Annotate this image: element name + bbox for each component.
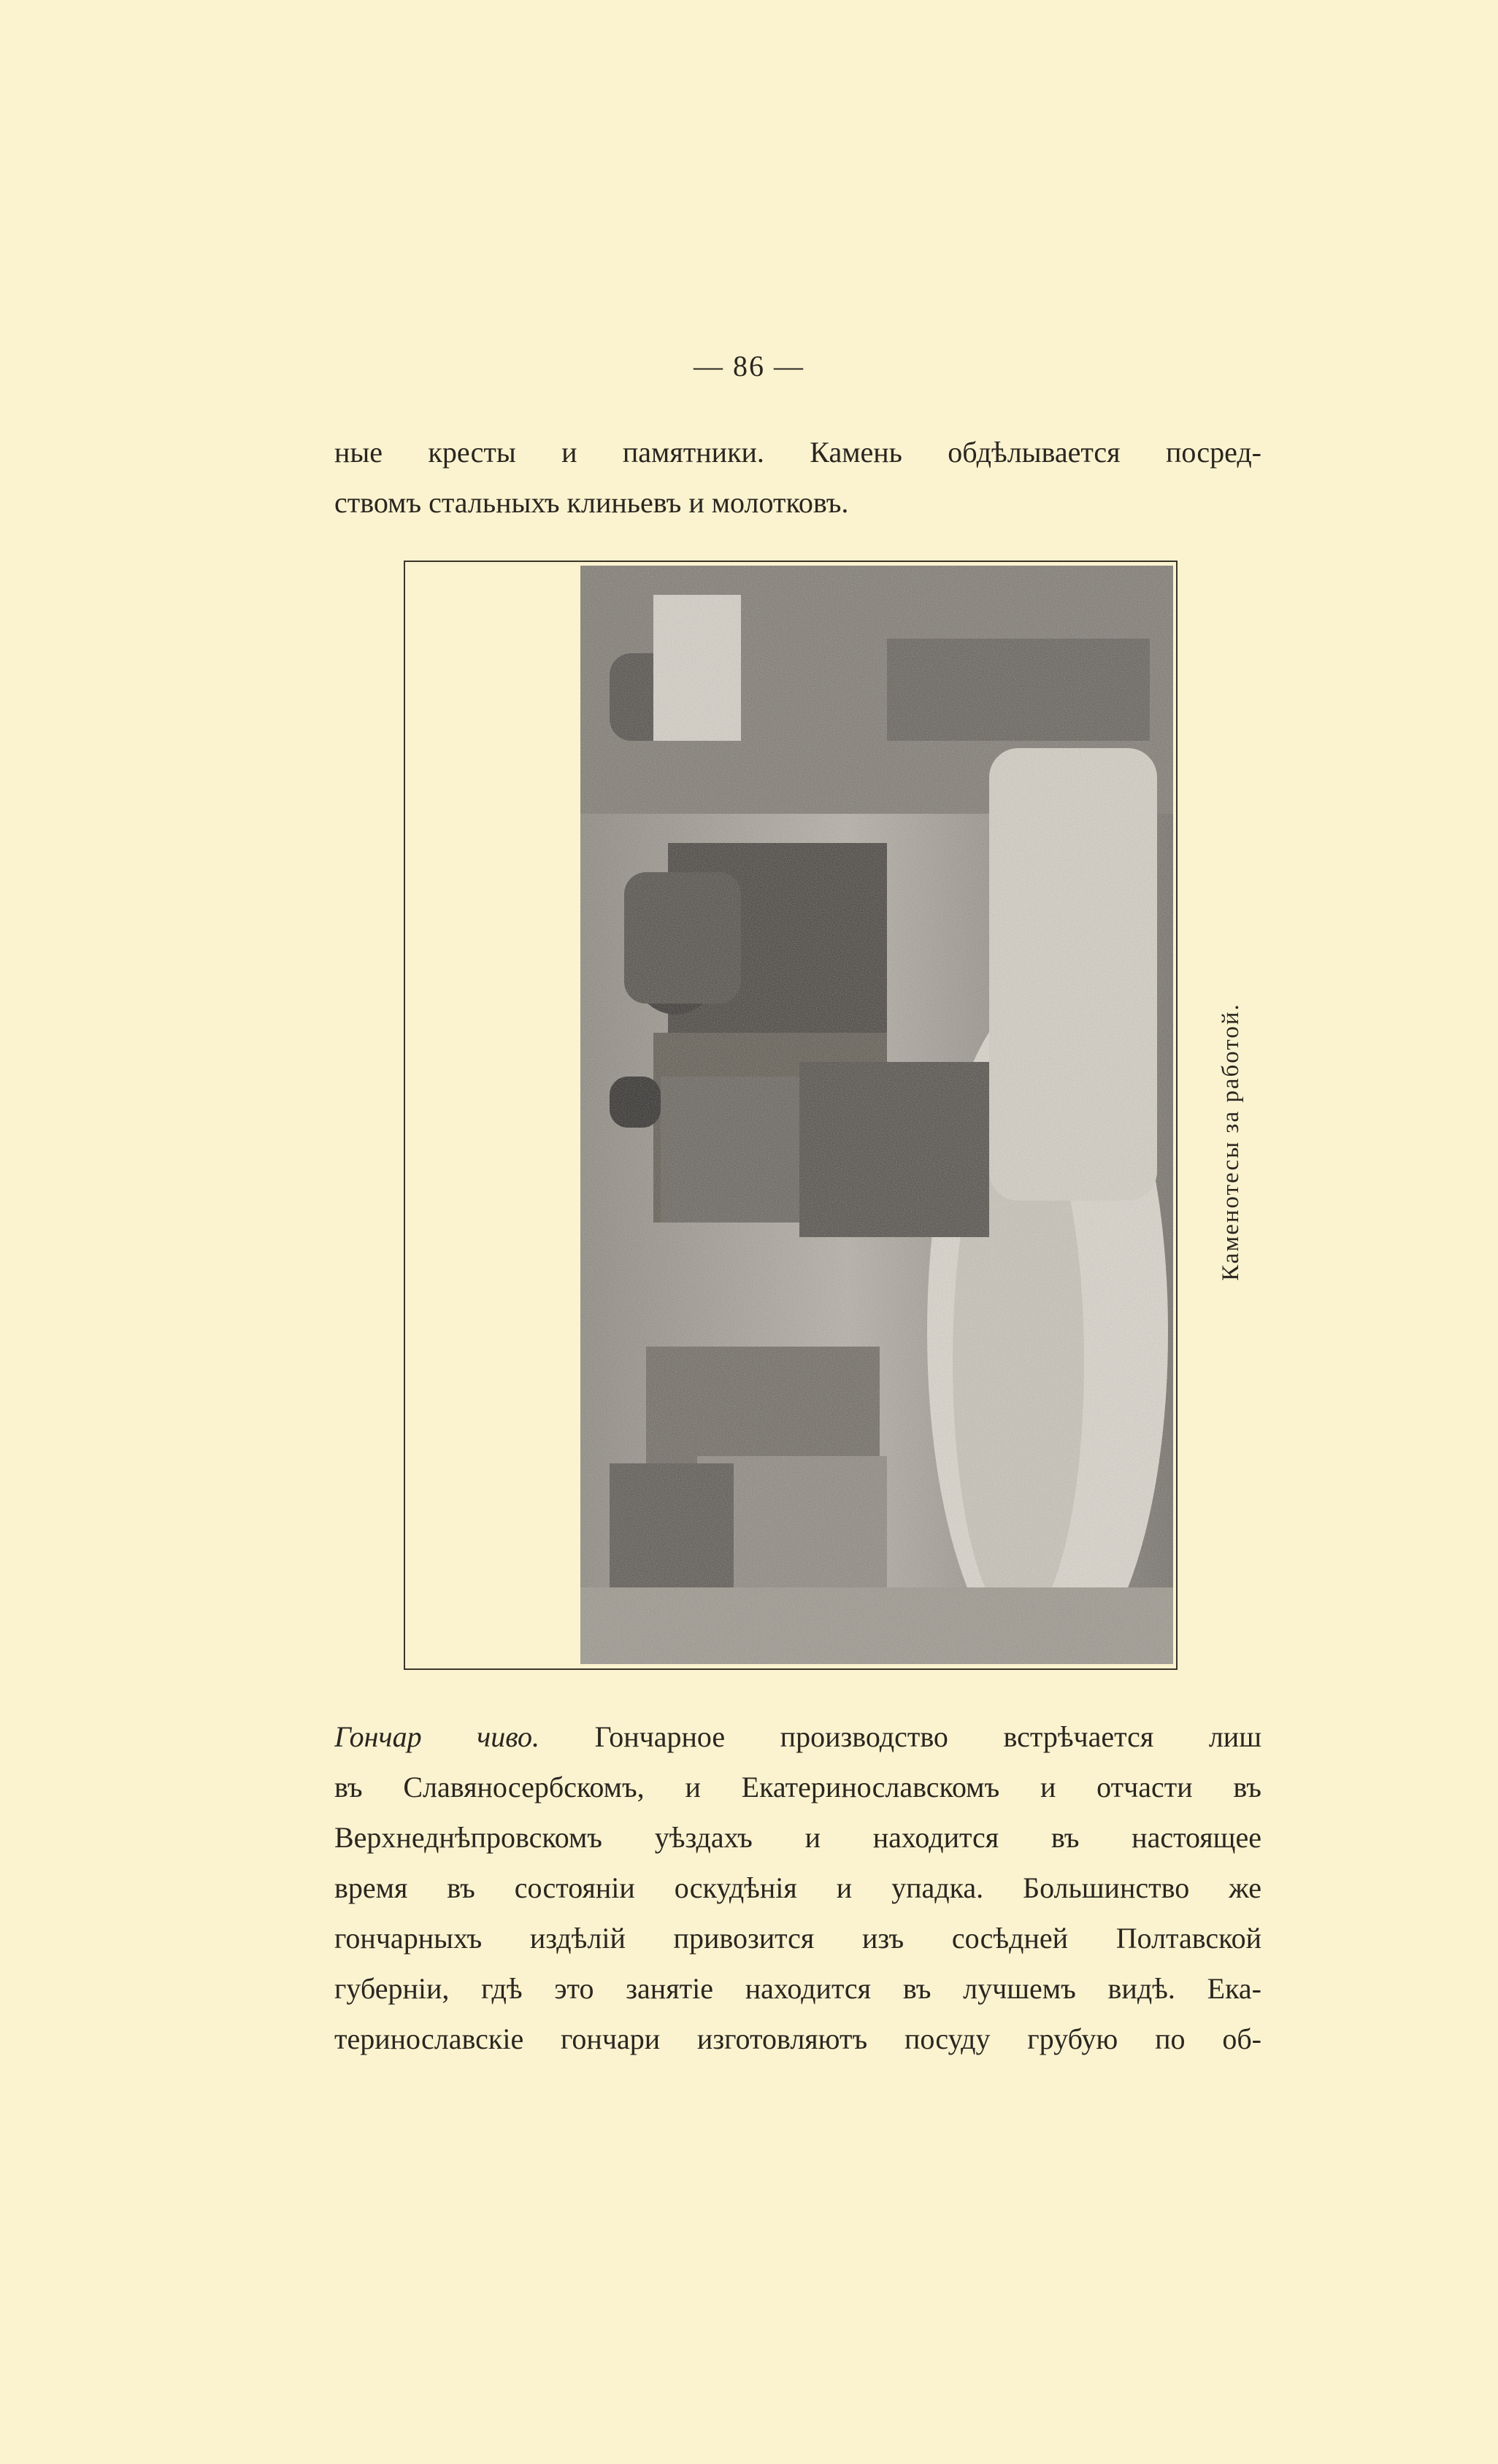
text-line: ствомъ стальныхъ клиньевъ и молотковъ. (334, 486, 849, 519)
text-line: Верхнеднѣпровскомъ уѣздахъ и находится въ настоящее (334, 1821, 1261, 1854)
text-line: губерніи, гдѣ это занятіе находится въ лучшемъ видѣ. Ека- (334, 1972, 1261, 2005)
text-line: время въ состояніи оскудѣнія и упадка. Большинство же (334, 1871, 1261, 1904)
text-line: ные кресты и памятники. Камень обдѣлывается посред- (334, 436, 1261, 469)
photograph-stonemasons (580, 566, 1173, 1664)
bottom-paragraph (334, 1712, 1261, 2064)
figure-caption: Каменотесы за работой. (1218, 1003, 1244, 1281)
text-line-first (334, 1712, 1261, 1762)
section-heading: Гончар чиво. (334, 1720, 540, 1753)
text-line: теринославскіе гончари изготовляютъ посуду грубую по об- (334, 2022, 1261, 2055)
top-paragraph (334, 427, 1261, 528)
text-line: въ Славяносербскомъ, и Екатеринославскомъ и отчасти въ (334, 1771, 1261, 1803)
text-line: гончарныхъ издѣлій привозится изъ сосѣдней Полтавской (334, 1922, 1261, 1955)
page-number: — 86 — (694, 350, 804, 382)
text-fragment: Гончарное производство встрѣчается лиш (594, 1720, 1261, 1753)
